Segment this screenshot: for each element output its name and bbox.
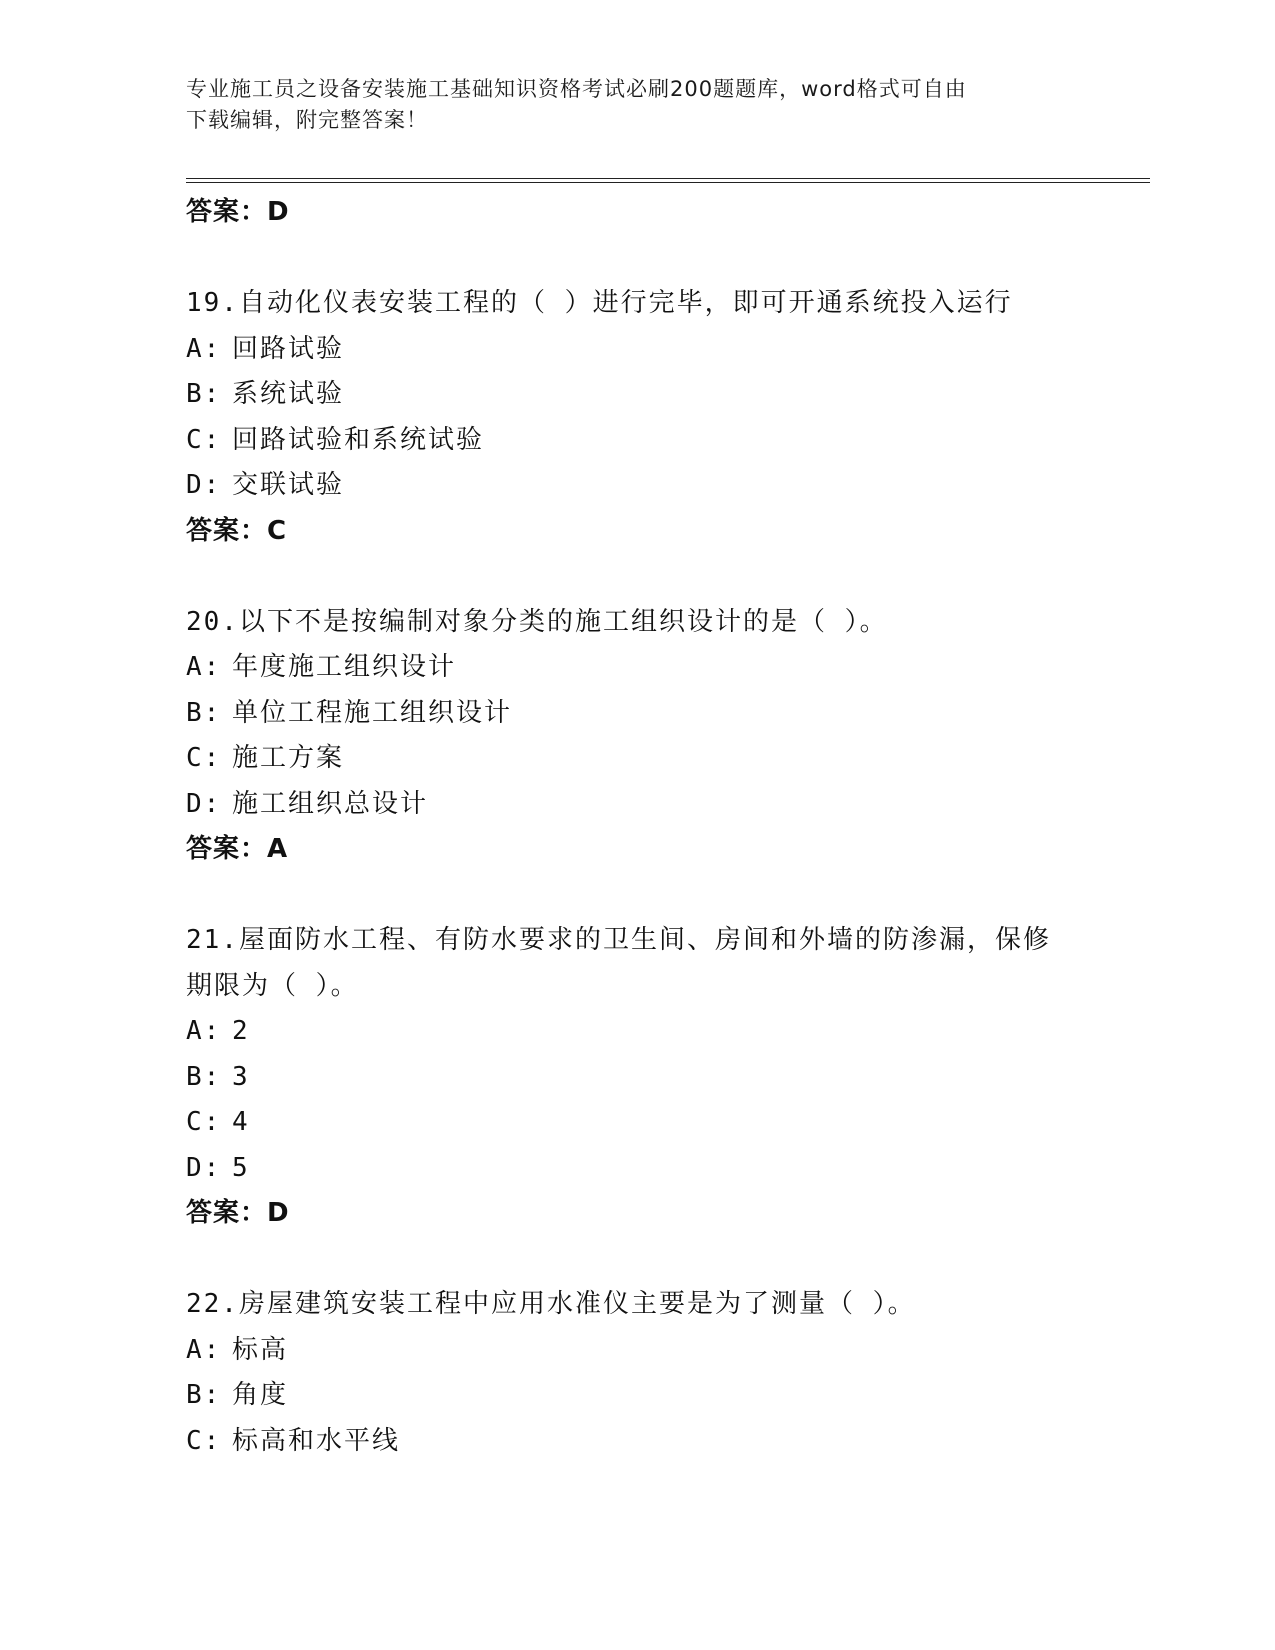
option-text: 单位工程施工组织设计: [232, 697, 513, 728]
option-a: [186, 1328, 1086, 1374]
option-label: D:: [186, 1152, 222, 1183]
option-text: 年度施工组织设计: [232, 652, 457, 682]
question-stem: 19.自动化仪表安装工程的（ ）进行完毕，即可开通系统投入运行: [186, 288, 1013, 318]
option-label: C:: [186, 1107, 222, 1137]
option-text: 施工方案: [232, 743, 345, 773]
option-d: [186, 1146, 1086, 1192]
option-text: 标高和水平线: [232, 1425, 401, 1456]
option-text: 2: [232, 1016, 250, 1046]
option-text: 回路试验和系统试验: [232, 424, 485, 455]
spacer: [186, 236, 1086, 282]
option-a: [186, 1009, 1086, 1055]
spacer: [186, 873, 1086, 919]
option-a: [186, 327, 1086, 373]
option-text: 5: [232, 1152, 250, 1183]
option-c: [186, 418, 1086, 464]
spacer: [186, 554, 1086, 600]
question-stem: 20.以下不是按编制对象分类的施工组织设计的是（ ）。: [186, 606, 888, 637]
option-label: B:: [186, 1061, 222, 1092]
option-label: A:: [186, 1334, 222, 1365]
option-d: [186, 463, 1086, 509]
option-text: 系统试验: [232, 379, 345, 409]
header-divider-top: [186, 178, 1150, 179]
option-b: [186, 691, 1086, 737]
option-text: 3: [232, 1061, 250, 1092]
option-text: 4: [232, 1107, 250, 1137]
option-label: C:: [186, 743, 222, 773]
header-line-1: 专业施工员之设备安装施工基础知识资格考试必刷200题题库，word格式可自由: [186, 77, 967, 101]
option-text: 交联试验: [232, 470, 345, 500]
option-text: 角度: [232, 1380, 289, 1410]
question-21: [186, 918, 1086, 1237]
question-19: [186, 281, 1086, 554]
option-d: [186, 782, 1086, 828]
question-list: [186, 190, 1086, 1464]
question-stem-line-1: 21.屋面防水工程、有防水要求的卫生间、房间和外墙的防渗漏，保修: [186, 925, 1051, 955]
document-header: [186, 74, 1086, 136]
question-20: [186, 600, 1086, 873]
question-22: [186, 1282, 1086, 1464]
option-c: [186, 1100, 1086, 1146]
header-divider-bottom: [186, 182, 1150, 183]
option-text: 回路试验: [232, 333, 345, 364]
header-line-2: 下载编辑，附完整答案！: [186, 108, 428, 132]
option-a: [186, 645, 1086, 691]
question-stem-line-2: 期限为（ ）。: [186, 970, 359, 1001]
option-label: A:: [186, 652, 222, 682]
answer: 答案：A: [186, 834, 289, 864]
option-label: C:: [186, 1425, 222, 1456]
option-c: [186, 736, 1086, 782]
option-b: [186, 1373, 1086, 1419]
option-label: A:: [186, 333, 222, 364]
answer: 答案：D: [186, 1198, 290, 1228]
option-label: D:: [186, 470, 222, 500]
option-text: 施工组织总设计: [232, 788, 429, 819]
option-label: A:: [186, 1016, 222, 1046]
option-label: B:: [186, 379, 222, 409]
previous-answer: 答案：D: [186, 197, 290, 227]
option-label: C:: [186, 424, 222, 455]
spacer: [186, 1237, 1086, 1283]
option-c: [186, 1419, 1086, 1465]
option-text: 标高: [232, 1334, 289, 1365]
option-b: [186, 1055, 1086, 1101]
option-label: D:: [186, 788, 222, 819]
answer: 答案：C: [186, 515, 288, 546]
option-b: [186, 372, 1086, 418]
question-stem: 22.房屋建筑安装工程中应用水准仪主要是为了测量（ ）。: [186, 1289, 916, 1319]
option-label: B:: [186, 1380, 222, 1410]
option-label: B:: [186, 697, 222, 728]
